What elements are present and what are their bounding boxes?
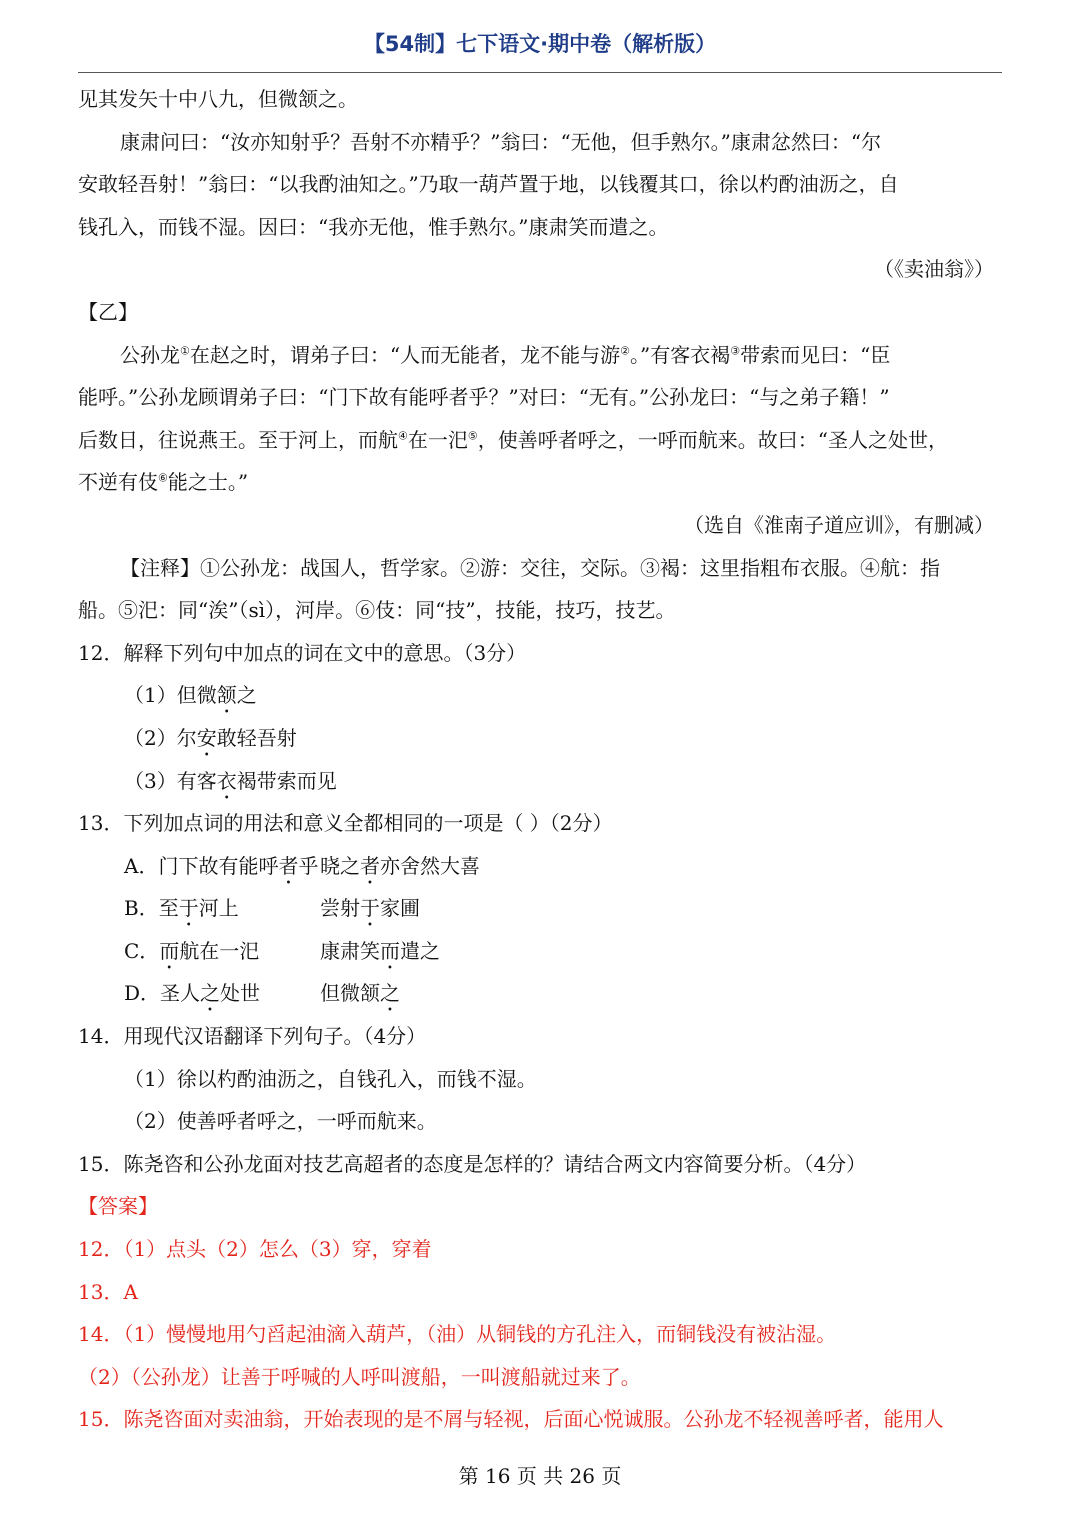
footnote-mark: ① — [180, 343, 190, 357]
text-run: 之 — [236, 683, 257, 708]
option-left — [124, 887, 320, 931]
text-run: ，使善呼者呼之，一呼而航来。故曰：“圣人之处世， — [477, 427, 948, 452]
question-12-item — [78, 760, 1002, 803]
footnote-mark: ③ — [730, 343, 741, 357]
text-run: 敢轻吾射 — [216, 725, 297, 750]
option-left — [124, 930, 320, 974]
text-run: 处世 — [220, 981, 261, 1006]
footnote-mark: ⑤ — [467, 429, 478, 443]
answer-label: 【答案】 — [78, 1194, 158, 1219]
question-13-option-b — [78, 887, 1002, 930]
text-run: 航在一汜 — [179, 938, 260, 963]
header-divider — [78, 72, 1002, 73]
question-12-stem: 12．解释下列句中加点的词在文中的意思。（3分） — [78, 640, 527, 665]
answer-14: （2）（公孙龙）让善于呼喊的人呼叫渡船，一叫渡船就过来了。 — [78, 1364, 641, 1389]
question-15-stem: 15．陈尧咨和公孙龙面对技艺高超者的态度是怎样的？请结合两文内容简要分析。（4分） — [78, 1151, 867, 1176]
text-run: B．至 — [124, 896, 179, 921]
text-run: 尝射 — [320, 896, 360, 921]
text-run: 公孙龙 — [120, 342, 180, 367]
text-run: 晓之 — [320, 853, 360, 878]
passage-a-line: 康肃问曰：“汝亦知射乎？吾射不亦精乎？”翁曰：“无他，但手熟尔。”康肃忿然曰：“尔 — [120, 129, 882, 154]
question-14-item: （2）使善呼者呼之，一呼而航来。 — [124, 1109, 437, 1134]
text-run: 后数日，往说燕王。至于河上，而航 — [78, 427, 398, 452]
answer-13: 13．A — [78, 1279, 138, 1304]
dotted-word: 者 — [360, 853, 380, 878]
question-13-option-d — [78, 972, 1002, 1015]
footnote-mark: ② — [620, 343, 630, 357]
question-12-item — [78, 717, 1002, 760]
dotted-word: 颔 — [216, 683, 237, 708]
document-header: 【54制】七下语文·期中卷（解析版） — [363, 32, 717, 56]
text-run: 带索而见曰：“臣 — [740, 342, 891, 367]
notes-line: 【注释】①公孙龙：战国人，哲学家。②游：交往，交际。③褐：这里指粗布衣服。④航：指 — [120, 555, 940, 580]
passage-b-label: 【乙】 — [78, 299, 138, 324]
option-right — [320, 939, 440, 963]
option-left — [124, 845, 320, 889]
passage-a-line: 见其发矢十中八九，但微颔之。 — [78, 87, 358, 111]
notes-line: 船。⑤汜：同“涘”（sì），河岸。⑥伎：同“技”，技能，技巧，技艺。 — [78, 598, 676, 623]
question-12-item — [78, 674, 1002, 717]
dotted-word: 于 — [360, 896, 380, 921]
passage-b-line: 能呼。”公孙龙顾谓弟子曰：“门下故有能呼者乎？”对曰：“无有。”公孙龙曰：“与之弟子籍！” — [78, 385, 890, 410]
dotted-word: 之 — [380, 981, 400, 1006]
dotted-word: 安 — [196, 725, 217, 750]
dotted-word: 而 — [380, 938, 400, 963]
text-run: 康肃笑 — [320, 938, 380, 963]
passage-b-line — [78, 419, 1002, 462]
text-run: 遣之 — [400, 938, 440, 963]
text-run: D．圣人 — [124, 981, 201, 1006]
text-run: 但微颔 — [320, 981, 380, 1006]
text-run: 亦舍然大喜 — [380, 853, 480, 878]
text-run: 。”有客衣褐 — [629, 342, 731, 367]
text-run: （1）但微 — [124, 683, 217, 708]
text-run: C． — [124, 938, 160, 963]
dotted-word: 衣 — [216, 768, 237, 793]
answer-15: 15．陈尧咨面对卖油翁，开始表现的是不屑与轻视，后面心悦诚服。公孙龙不轻视善呼者，能用人 — [78, 1407, 944, 1432]
text-run: 家圃 — [380, 896, 420, 921]
text-run: （2）尔 — [124, 725, 197, 750]
question-14-stem: 14．用现代汉语翻译下列句子。（4分） — [78, 1024, 427, 1049]
text-run: 在赵之时，谓弟子曰：“人而无能者，龙不能与游 — [189, 342, 621, 367]
passage-b-line — [78, 334, 1002, 377]
text-run: 河上 — [198, 896, 239, 921]
passage-b-source: （选自《淮南子道应训》，有删减） — [684, 512, 994, 537]
question-14-item: （1）徐以杓酌油沥之，自钱孔入，而钱不湿。 — [124, 1066, 537, 1091]
page-number: 第 16 页 共 26 页 — [458, 1464, 622, 1488]
passage-a-line: 安敢轻吾射！”翁曰：“以我酌油知之。”乃取一葫芦置于地，以钱覆其口，徐以杓酌油沥之，自 — [78, 172, 899, 197]
option-right — [320, 981, 400, 1005]
passage-a-line: 钱孔入，而钱不湿。因曰：“我亦无他，惟手熟尔。”康肃笑而遣之。 — [78, 214, 669, 239]
text-run: 能之士。” — [167, 470, 249, 495]
text-run: 褐带索而见 — [236, 768, 337, 793]
question-13-option-c — [78, 930, 1002, 973]
question-13-stem: 13．下列加点词的用法和意义全都相同的一项是（ ）（2分） — [78, 811, 613, 836]
text-run: 不逆有伎 — [78, 470, 158, 495]
option-right — [320, 896, 420, 920]
passage-b-line — [78, 461, 1002, 504]
footnote-mark: ④ — [398, 429, 408, 443]
question-13-option-a — [78, 845, 1002, 888]
dotted-word: 而 — [159, 938, 180, 963]
footnote-mark: ⑥ — [158, 471, 168, 485]
dotted-word: 于 — [178, 896, 199, 921]
dotted-word: 者 — [278, 853, 299, 878]
text-run: （3）有客 — [124, 768, 217, 793]
option-right — [320, 854, 480, 878]
dotted-word: 之 — [200, 981, 221, 1006]
answer-12: 12．（1）点头（2）怎么（3）穿，穿着 — [78, 1237, 432, 1262]
text-run: A．门下故有能呼 — [124, 853, 279, 878]
answer-14: 14．（1）慢慢地用勺舀起油滴入葫芦，（油）从铜钱的方孔注入，而铜钱没有被沾湿。 — [78, 1322, 837, 1347]
passage-a-source: （《卖油翁》） — [874, 257, 994, 282]
option-left — [124, 972, 320, 1016]
text-run: 在一汜 — [407, 427, 468, 452]
text-run: 乎 — [298, 853, 319, 878]
page-content — [78, 78, 1002, 1441]
